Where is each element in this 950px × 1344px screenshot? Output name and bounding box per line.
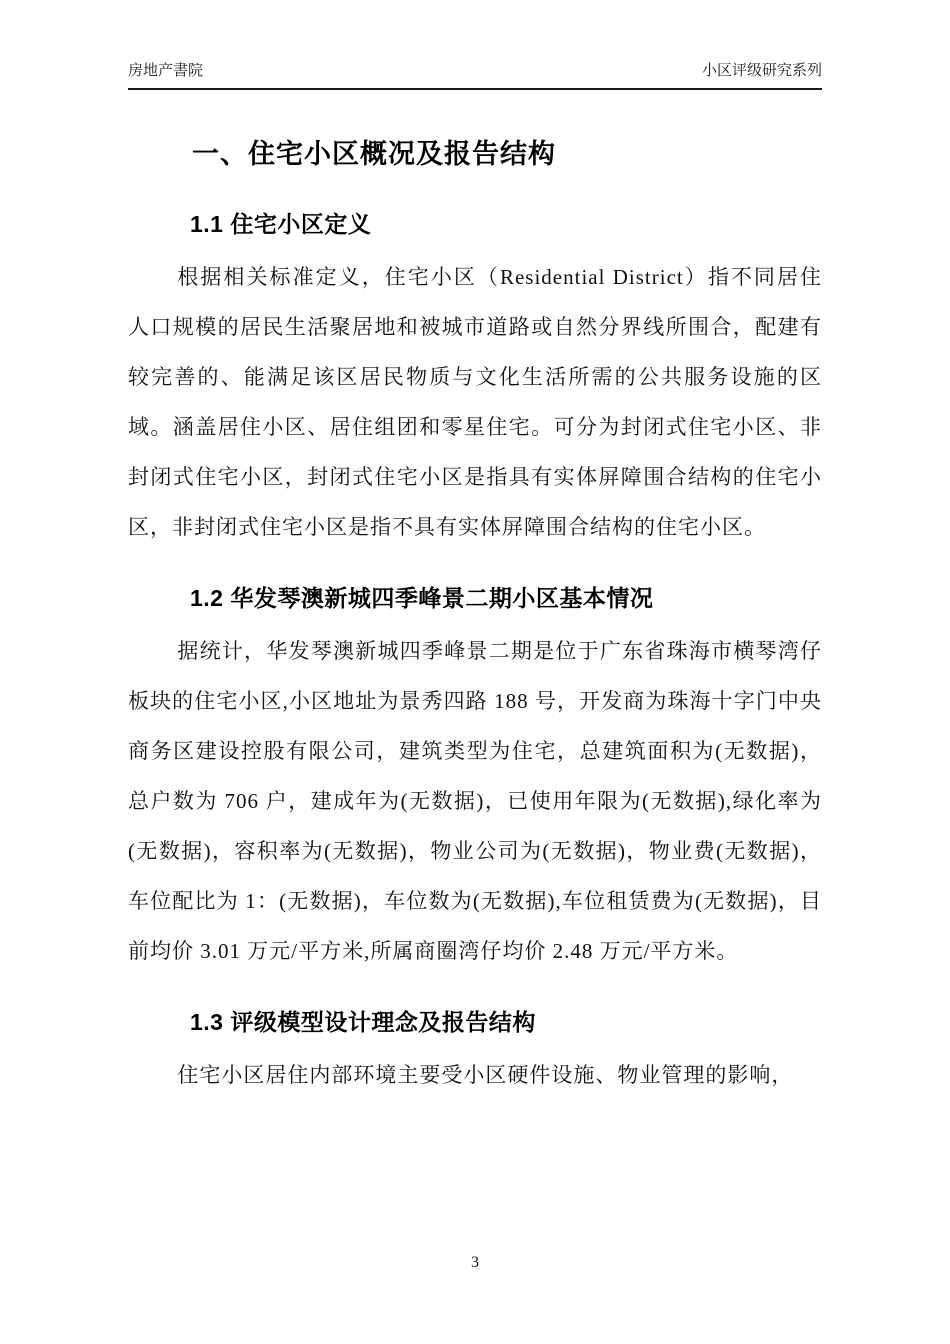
header-left-text: 房地产書院 [128,62,204,79]
paragraph-community-basic-info: 据统计，华发琴澳新城四季峰景二期是位于广东省珠海市横琴湾仔板块的住宅小区,小区地址为景秀四路 188 号，开发商为珠海十字门中央商务区建设控股有限公司，建筑类型为住宅，总建筑面积为(无数据)，总户数为 706 户，建成年为(无数据)，已使用年限为(无数据),绿化率为(无数据)，容积率为(无数据)，物业公司为(无数据)，物业费(无数据)，车位配比为 1：(无数据)，车位数为(无数据),车位租赁费为(无数据)，目前均价 3.01 万元/平方米,所属商圈湾仔均价 2.48 万元/平方米。 [128,639,822,963]
section-heading-1-3: 1.3 评级模型设计理念及报告结构 [190,1009,536,1035]
running-header [128,0,822,90]
header-right-text: 小区评级研究系列 [701,62,822,79]
page-number: 3 [471,1254,479,1271]
section-heading-1-2: 1.2 华发琴澳新城四季峰景二期小区基本情况 [190,585,654,611]
paragraph-rating-model-intro: 住宅小区居住内部环境主要受小区硬件设施、物业管理的影响， [177,1063,794,1087]
chapter-heading: 一、住宅小区概况及报告结构 [192,139,556,169]
paragraph-residential-district-definition: 根据相关标准定义，住宅小区（Residential District）指不同居住人口规模的居民生活聚居地和被城市道路或自然分界线所围合，配建有较完善的、能满足该区居民物质与文化生活所需的公共服务设施的区域。涵盖居住小区、居住组团和零星住宅。可分为封闭式住宅小区、非封闭式住宅小区，封闭式住宅小区是指具有实体屏障围合结构的住宅小区，非封闭式住宅小区是指不具有实体屏障围合结构的住宅小区。 [128,265,822,539]
section-heading-1-1: 1.1 住宅小区定义 [190,211,372,237]
